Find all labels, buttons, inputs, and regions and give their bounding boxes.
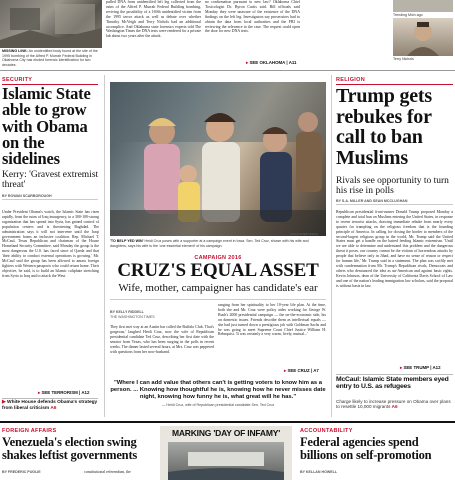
security-jump[interactable]: ▸ SEE TERRORISM | A12 [38,390,90,395]
venezuela-headline[interactable]: Venezuela's election swing shakes leftist governments [2,435,138,462]
cruz-photo-caption: 'TO BELP YED WIN' Heidi Cruz poses with a supporter at a campaign event in Iowa. Sen. Ted Cruz, shown with his wife and daughters, says his wife is the 'one essential element' of his campaign. [110,239,309,248]
photo-credit: ASSOCIATED PRESS [290,232,319,236]
infamy-banner[interactable] [160,426,292,480]
campaign-body-col1: They first met way at an Austin bar called the Buffalo Club. That's gorgeous,' laughed Heidi Cruz, now the wife of Republican presidential candidate Ted Cruz, describing her first date with the senator from Texas, who has been surging in the polls in recent weeks. The dinner lasted several hours, at Mrs. Cruz was peppered with questions from her now-husband. [110,325,214,354]
religion-dek: Rivals see opportunity to turn his rise in polls [336,176,449,196]
religion-byline-rule [336,204,453,205]
religion-headline[interactable]: Trump gets rebukes for call to ban Muslims [336,85,432,169]
bombing-caption: MISSING LINK: An unidentified body found at the site of the 1995 bombing of the Alfred P. Murrah Federal Building in Oklahoma City has eluded forensic identification for two decades. [2,49,98,67]
security-teaser[interactable]: ▶ White House defends Obama's strategy from liberal criticism A6 [2,400,98,411]
religion-section-label: RELIGION [336,77,365,83]
crowd-graphic [110,82,326,236]
cruz-pull-quote: "Where I can add value that others can't is getting voters to know him as a person. ... Knowing how thoughtful he is, knowing how he never misses date night, knowing how funny he is, what great will he has." [110,380,326,400]
oklahoma-story-col2: no confirmation pursuant to new law? Oklahoma Chief Toxicologist Dr. Byron Curtis said. Bill officials said Monday they were unaware of the existence of the DNA findings on the left leg. Investigators say prosecutors had to obtain the data from local authorities and the FBI is reviewing the relevance to the case. The request could open the door for new DNA tests. [205,0,300,34]
agencies-headline[interactable]: Federal agencies spend billions on self-promotion [300,435,432,462]
thumb-2-label: Terry Nichols [393,57,414,61]
quote-attribution: — Heidi Cruz, wife of Republican presidential candidate Sen. Ted Cruz [161,403,275,407]
religion-teaser-rule [336,374,453,375]
campaign-rule [110,299,326,300]
agencies-byline: BY KELLAN HOWELL [300,470,338,474]
cruz-family-photo [110,82,326,236]
pearl-harbor-photo [168,442,284,480]
foreign-affairs-label: FOREIGN AFFAIRS [2,428,57,434]
venezuela-byline: BY FREDERIC PUGLIE [2,470,41,474]
religion-jump[interactable]: ▸ SEE TRUMP | A12 [400,365,441,370]
campaign-body-col2: ranging from her spirituality to her 10-year life plan. At the time, both she and Mr. Cruz were policy aides working for George W. Bush's 2000 presidential campaign — the on-the-economic side, his on domestic issues. Friends describe them as intellectual equals — she had just turned down a prestigious job with Goldman Sachs and he was going to meet Supreme Court Chief Justice William H. Rehnquist. 'It was certainly a very warm, lively, mutual...' [218,303,326,337]
campaign-subbyline: THE WASHINGTON TIMES [110,315,155,319]
teaser-arrow-icon: ▶ [2,400,6,405]
campaign-dek: Wife, mother, campaigner has candidate's ear [118,282,318,294]
security-byline-rule [2,199,98,200]
nichols-photo [393,18,453,56]
mccaul-teaser-headline[interactable]: McCaul: Islamic State members eyed entry to U.S. as refugees [336,376,449,391]
campaign-kicker: CAMPAIGN 2016 [194,255,242,261]
security-dek: Kerry: 'Gravest extremist threat' [2,170,99,190]
security-headline[interactable]: Islamic State able to grow with Obama on the sidelines [2,84,91,169]
security-teaser-rule [2,398,98,399]
portrait-graphic [393,18,453,56]
accountability-label: ACCOUNTABILITY [300,428,353,434]
left-col-divider [104,75,105,417]
memorial-graphic [168,442,284,480]
religion-body: Republican presidential front-runner Donald Trump proposed Monday a complete and total ban on Muslims entering the United States, in response to recent terrorist attacks, drawing immediate rebuke from nearly every quarter for trampling on the religious freedom that is the founding principle of America. In calling for closing the border to members of the second-largest religious group in the world, Mr. Trump said the United States must get a handle on the hatred feeding Islamic extremism. 'Until we are able to determine and understand this problem and the dangerous threat it poses, our country cannot be the victims of horrendous attacks by people that believe only in Jihad, and have no sense of reason or respect for human life,' Mr. Trump said in a statement. The plan was swiftly met with condemnation from Mr. Trump's Republican rivals, Democrats and others who denounced the idea as un-American and against basic rights. Kevin Johnson, dean of the University of California Davis School of Law and one of the nation's leading immigration law scholars, said the proposal is without basis in law. [336,210,453,288]
bottom-divider [0,421,455,423]
top-divider [0,70,455,71]
religion-byline: BY S.A. MILLER AND SEAN MCCLUGHAN [336,199,408,203]
bombing-photo [0,0,102,48]
security-byline: BY ROWAN SCARBOROUGH [2,194,52,198]
security-section-label: SECURITY [2,77,33,83]
campaign-byline: BY KELLY RIDDELL [110,310,144,314]
rubble-graphic [0,0,102,48]
thumb-1-label: Trending Mich ago [393,13,423,17]
campaign-headline[interactable]: CRUZ'S EQUAL ASSET [117,260,319,281]
campaign-jump[interactable]: ▸ SEE CRUZ | A7 [284,368,319,373]
security-body: Under President Obama's watch, the Islamic State has risen rapidly, from the ruins of Iraq insurgency, to a 300-100-strong organization that has spread into Syria, has gained control of population centers and is threatening Baghdad. The administration says it will not intervene until the Iraqi government forms an inclusive coalition. Rep. Michael T. McCaul, Texas Republican and chairman of the House Homeland Security Committee, said Monday the group is the most dangerous the U.S. has faced since al Qaeda and that 'their ability to conduct external operations is growing.' Mr. McCaul said the group has been allowed to amass foreign fighters with Western passports who could return home. Their objective, he said, is to build an Islamic caliphate stretching from Syria to Iraq and to attack the West. [2,210,99,278]
thumb-photo-1 [393,0,453,12]
oklahoma-jump[interactable]: ▸ SEE OKLAHOMA | A11 [246,60,297,65]
oklahoma-story-col1: pulled DNA from unidentified left leg collected from the ruins of the Alfred P. Murrah Federal Building bombing, reviving the possibility of a 169th unidentified victim from the 1995 terror attack as well as debate over whether Timothy McVeigh and Terry Nichols had an additional accomplice. And Oklahoma state forensics experts told The Washington Times the DNA tests were rendered for a private lab about two years after the attack. [106,0,201,39]
right-col-divider [331,75,332,417]
venezuela-body: constitutional referendum, the [84,470,131,474]
mccaul-teaser-text: Charge likely to increase pressure on Obama over plans to resettle 10,000 migrants A6 [336,399,451,410]
infamy-banner-title: MARKING 'DAY OF INFAMY' [171,428,281,438]
